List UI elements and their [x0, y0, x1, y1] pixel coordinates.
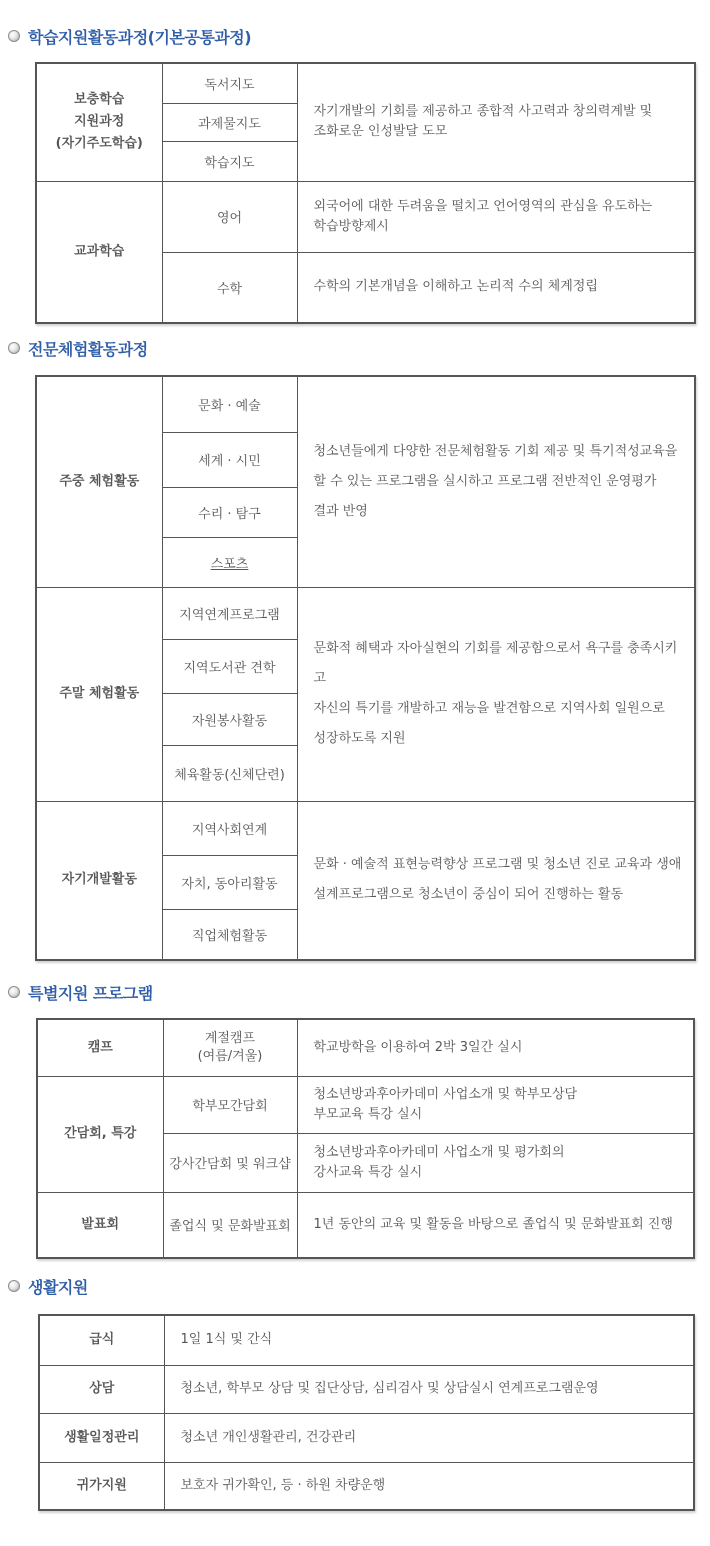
description-line: 조화로운 인성발달 도모: [313, 124, 448, 140]
description-line: 자기개발의 기회를 제공하고 종합적 사고력과 창의력계발 및: [313, 104, 653, 120]
sub-item: 세계 · 시민: [162, 432, 297, 487]
category-cell: 생활일정관리: [39, 1413, 164, 1462]
description-line: 설계프로그램으로 청소년이 중심이 되어 진행하는 활동: [313, 887, 623, 903]
sub-item-cell: [162, 537, 297, 587]
sub-item: 자치, 동아리활동: [162, 855, 297, 909]
sub-item: [163, 1019, 297, 1076]
description-cell: 1일 1식 및 간식: [164, 1315, 694, 1365]
sub-item: 학습지도: [162, 141, 297, 181]
description-line: 외국어에 대한 두려움을 떨치고 언어영역의 관심을 유도하는: [313, 198, 653, 214]
table-experience-activities: [35, 375, 696, 961]
table-special-programs: [36, 1018, 695, 1259]
description-cell: 1년 동안의 교육 및 활동을 바탕으로 졸업식 및 문화발표회 진행: [297, 1192, 694, 1258]
category-cell: 귀가지원: [39, 1462, 164, 1510]
category-cell: 급식: [39, 1315, 164, 1365]
table-life-support: [38, 1314, 695, 1511]
sub-item: 지역사회연계: [162, 801, 297, 855]
description-line: 성장하도록 지원: [313, 731, 406, 746]
description-line: 결과 반영: [313, 503, 368, 519]
description-cell: [297, 587, 695, 801]
section-heading-2: [8, 336, 148, 360]
category-cell: 교과학습: [36, 181, 162, 323]
sub-item: 체육활동(신체단련): [162, 745, 297, 801]
section-heading-1: [8, 24, 251, 48]
section-heading-3: [8, 980, 153, 1004]
description-cell: [297, 801, 695, 960]
category-line: 지원과정: [74, 114, 125, 130]
category-cell: 자기개발활동: [36, 801, 162, 960]
category-cell: 간담회, 특강: [37, 1076, 163, 1192]
category-cell: 상담: [39, 1365, 164, 1413]
table-learning-support: [35, 62, 696, 324]
sub-item: 지역연계프로그램: [162, 587, 297, 639]
sub-item: 졸업식 및 문화발표회: [163, 1192, 297, 1258]
sub-item: 학부모간담회: [163, 1076, 297, 1133]
category-cell: 캠프: [37, 1019, 163, 1076]
description-line: 청소년들에게 다양한 전문체험활동 기회 제공 및 특기적성교육을: [313, 443, 678, 459]
sub-item-line: 계절캠프: [204, 1030, 256, 1046]
description-line: 부모교육 특강 실시: [313, 1106, 423, 1122]
sub-item: 독서지도: [162, 63, 297, 103]
description-line: 할 수 있는 프로그램을 실시하고 프로그램 전반적인 운영평가: [313, 473, 657, 489]
category-line: (자기주도학습): [55, 136, 143, 152]
description-cell: 보호자 귀가확인, 등 · 하원 차량운행: [164, 1462, 694, 1510]
sub-item: 과제물지도: [162, 103, 297, 141]
sub-item: 수학: [162, 252, 297, 323]
description-line: 강사교육 특강 실시: [313, 1164, 423, 1180]
section-title: 특별지원 프로그램: [28, 983, 153, 1003]
description-line: 청소년방과후아카데미 사업소개 및 학부모상담: [313, 1086, 578, 1102]
category-cell: 발표회: [37, 1192, 163, 1258]
description-line: 문화 · 예술적 표현능력향상 프로그램 및 청소년 진로 교육과 생애: [313, 857, 682, 873]
circle-bullet-icon: [8, 986, 20, 998]
section-heading-4: [8, 1274, 88, 1298]
description-cell: 학교방학을 이용하여 2박 3일간 실시: [297, 1019, 694, 1076]
description-line: 자신의 특기를 개발하고 재능을 발견함으로 지역사회 일원으로: [313, 701, 665, 716]
sub-item: 문화 · 예술: [162, 376, 297, 432]
description-line: 수학의 기본개념을 이해하고 논리적 수의 체계정립: [313, 279, 598, 295]
description-line: 청소년방과후아카데미 사업소개 및 평가회의: [313, 1144, 565, 1160]
description-cell: [297, 376, 695, 587]
sub-item-link[interactable]: 스포츠: [210, 556, 249, 572]
sub-item: 수리 · 탐구: [162, 487, 297, 537]
description-cell: [297, 181, 695, 252]
section-title: 생활지원: [28, 1277, 88, 1297]
description-cell: 청소년, 학부모 상담 및 집단상담, 심리검사 및 상담실시 연계프로그램운영: [164, 1365, 694, 1413]
description-cell: [297, 252, 695, 323]
description-line: 학습방향제시: [313, 218, 389, 234]
description-cell: [297, 63, 695, 181]
description-cell: [297, 1133, 694, 1192]
category-cell: 주말 체험활동: [36, 587, 162, 801]
circle-bullet-icon: [8, 342, 20, 354]
sub-item: 지역도서관 견학: [162, 639, 297, 693]
sub-item: 강사간담회 및 워크샵: [163, 1133, 297, 1192]
category-line: 보충학습: [74, 92, 125, 108]
sub-item: 직업체험활동: [162, 909, 297, 960]
description-line: 문화적 혜택과 자아실현의 기회를 제공함으로서 욕구를 충족시키고: [313, 641, 678, 686]
circle-bullet-icon: [8, 1280, 20, 1292]
category-cell: 주중 체험활동: [36, 376, 162, 587]
category-cell: [36, 63, 162, 181]
description-cell: 청소년 개인생활관리, 건강관리: [164, 1413, 694, 1462]
sub-item: 자원봉사활동: [162, 693, 297, 745]
description-cell: [297, 1076, 694, 1133]
section-title: 전문체험활동과정: [28, 339, 148, 359]
circle-bullet-icon: [8, 30, 20, 42]
sub-item-line: (여름/겨울): [197, 1048, 263, 1064]
sub-item: 영어: [162, 181, 297, 252]
section-title: 학습지원활동과정(기본공통과정): [28, 27, 252, 47]
